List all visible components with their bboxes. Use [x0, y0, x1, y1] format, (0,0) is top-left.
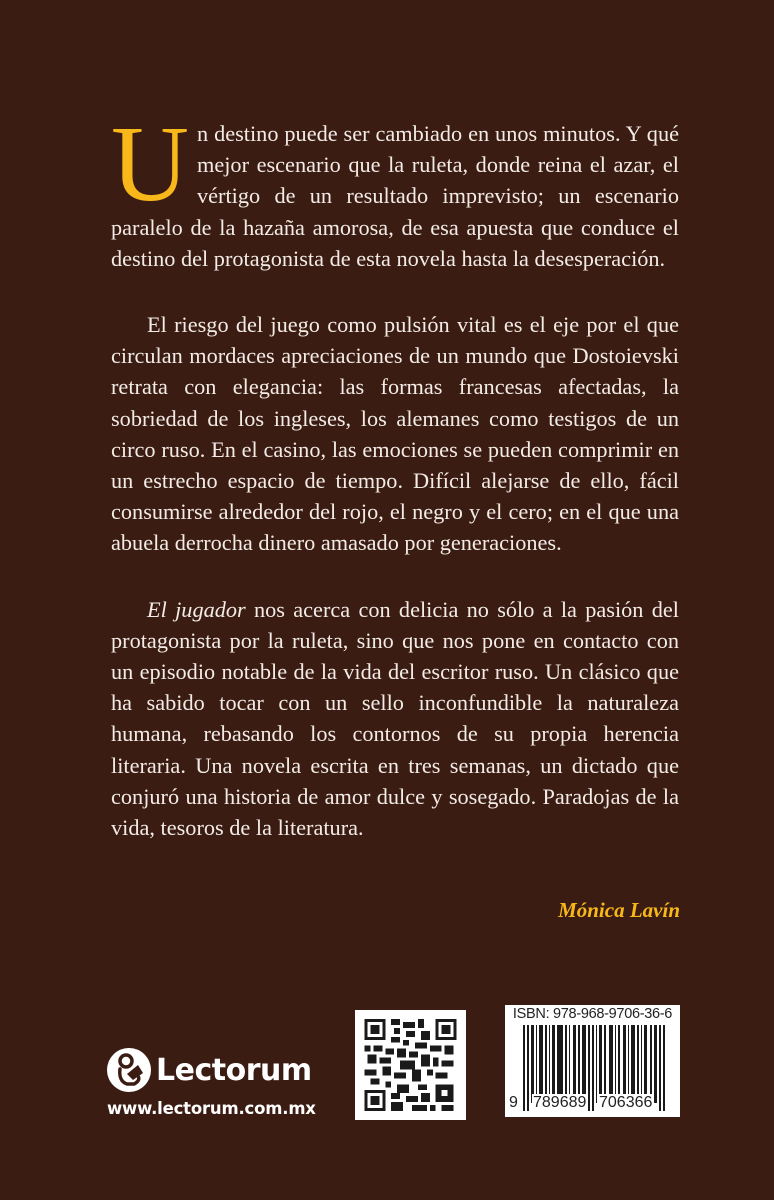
- publisher-name: Lectorum: [156, 1052, 312, 1088]
- publisher-url: www.lectorum.com.mx: [107, 1099, 316, 1118]
- paragraph-3-text: nos acerca con delicia no sólo a la pasión del protagonista por la ruleta, sino que nos pone en contacto con un episodio notable de la vida del escritor ruso. Un clásico que ha sabido tocar con un sello inconfundible la naturaleza humana, rebasando los contornos de su propia herencia literaria. Una novela escrita en tres semanas, un dictado que conjuró una historia de amor dulce y sosegado. Paradojas de la vida, tesoros de la literatura.: [111, 596, 679, 841]
- back-cover-blurb: [111, 105, 679, 878]
- paragraph-3: [111, 594, 679, 844]
- barcode-digit-lead: 9: [509, 1094, 518, 1111]
- author-name: Mónica Lavín: [558, 898, 680, 922]
- barcode-digits-group2: 706366: [599, 1094, 653, 1111]
- book-title: El jugador: [147, 596, 246, 622]
- publisher-logo: [107, 1048, 312, 1092]
- paragraph-1: [111, 105, 679, 274]
- drop-cap: U: [111, 105, 189, 224]
- paragraph-2: El riesgo del juego como pulsión vital es el eje por el que circulan mordaces apreciaciones de un mundo que Dostoievski retrata con elegancia: las formas francesas afectadas, la sobriedad de los ingleses, los alemanes como testigos de un circo ruso. En el casino, las emociones se pueden comprimir en un estrecho espacio de tiempo. Difícil alejarse de ello, fácil consumirse alrededor del rojo, el negro y el cero; en el que una abuela derrocha dinero amasado por generaciones.: [111, 312, 679, 556]
- paragraph-1-text: n destino puede ser cambiado en unos minutos. Y qué mejor escenario que la ruleta, donde reina el azar, el vértigo de un resultado imprevisto; un escenario paralelo de la hazaña amorosa, de esa apuesta que conduce el destino del protagonista de esta novela hasta la desesperación.: [111, 121, 679, 271]
- isbn-barcode: [505, 1005, 680, 1117]
- isbn-label: ISBN: 978-968-9706-36-6: [512, 1006, 673, 1022]
- reader-logo-icon: [107, 1048, 151, 1092]
- barcode-digits-group1: 789689: [533, 1094, 587, 1111]
- qr-code-icon: [355, 1010, 466, 1120]
